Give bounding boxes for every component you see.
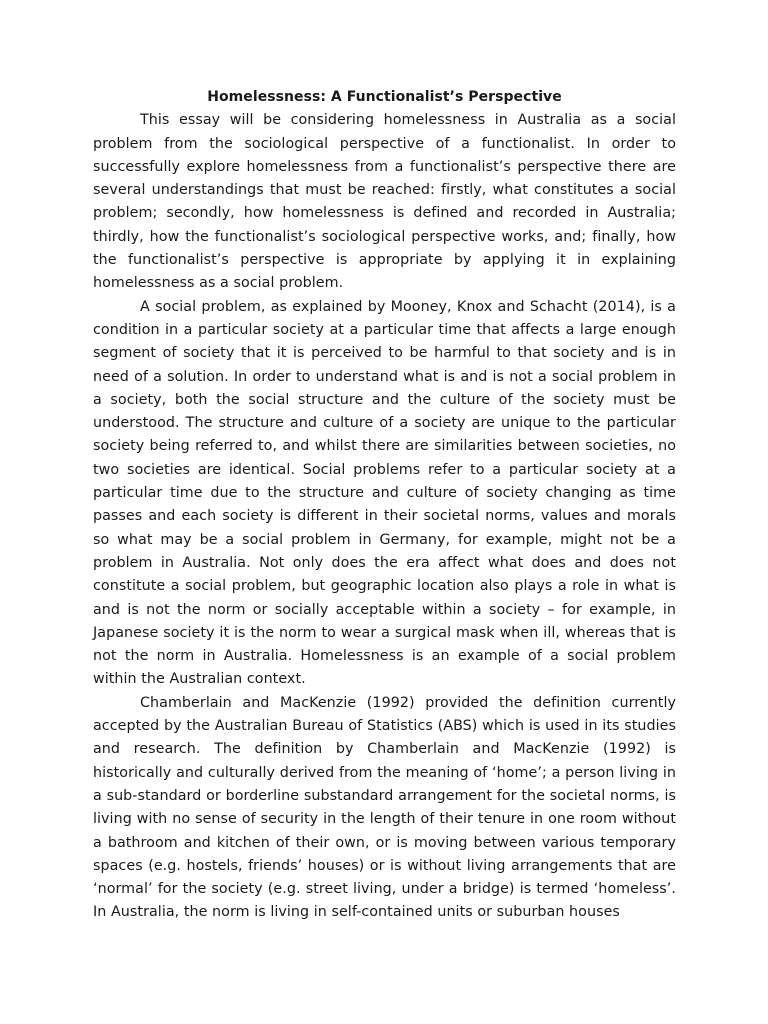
document-title: Homelessness: A Functionalist’s Perspective	[207, 89, 562, 105]
document-page	[93, 86, 676, 925]
paragraph-intro: This essay will be considering homelessness in Australia as a social problem from the sociological perspective of a functionalist. In order to successfully explore homelessness from a functionalist’s perspective there are several understandings that must be reached: firstly, what constitutes a social problem; secondly, how homelessness is defined and recorded in Australia; thirdly, how the functionalist’s sociological perspective works, and; finally, how the functionalist’s perspective is appropriate by applying it in explaining homelessness as a social problem.	[93, 112, 676, 292]
paragraph-definition: Chamberlain and MacKenzie (1992) provided the definition currently accepted by the Australian Bureau of Statistics (ABS) which is used in its studies and research. The definition by Chamberlain and MacKenzie (1992) is historically and culturally derived from the meaning of ‘home’; a person living in a sub-standard or borderline substandard arrangement for the societal norms, is living with no sense of security in the length of their tenure in one room without a bathroom and kitchen of their own, or is moving between various temporary spaces (e.g. hostels, friends’ houses) or is without living arrangements that are ‘normal’ for the society (e.g. street living, under a bridge) is termed ‘homeless’. In Australia, the norm is living in self-contained units or suburban houses	[93, 694, 676, 921]
paragraph-social-problem: A social problem, as explained by Mooney, Knox and Schacht (2014), is a condition in a particular society at a particular time that affects a large enough segment of society that it is perceived to be harmful to that society and is in need of a solution. In order to understand what is and is not a social problem in a society, both the social structure and the culture of the society must be understood. The structure and culture of a society are unique to the particular society being referred to, and whilst there are similarities between societies, no two societies are identical. Social problems refer to a particular society at a particular time due to the structure and culture of society changing as time passes and each society is different in their societal norms, values and morals so what may be a social problem in Germany, for example, might not be a problem in Australia. Not only does the era affect what does and does not constitute a social problem, but geographic location also plays a role in what is and is not the norm or socially acceptable within a society – for example, in Japanese society it is the norm to wear a surgical mask when ill, whereas that is not the norm in Australia. Homelessness is an example of a social problem within the Australian context.	[93, 298, 676, 688]
